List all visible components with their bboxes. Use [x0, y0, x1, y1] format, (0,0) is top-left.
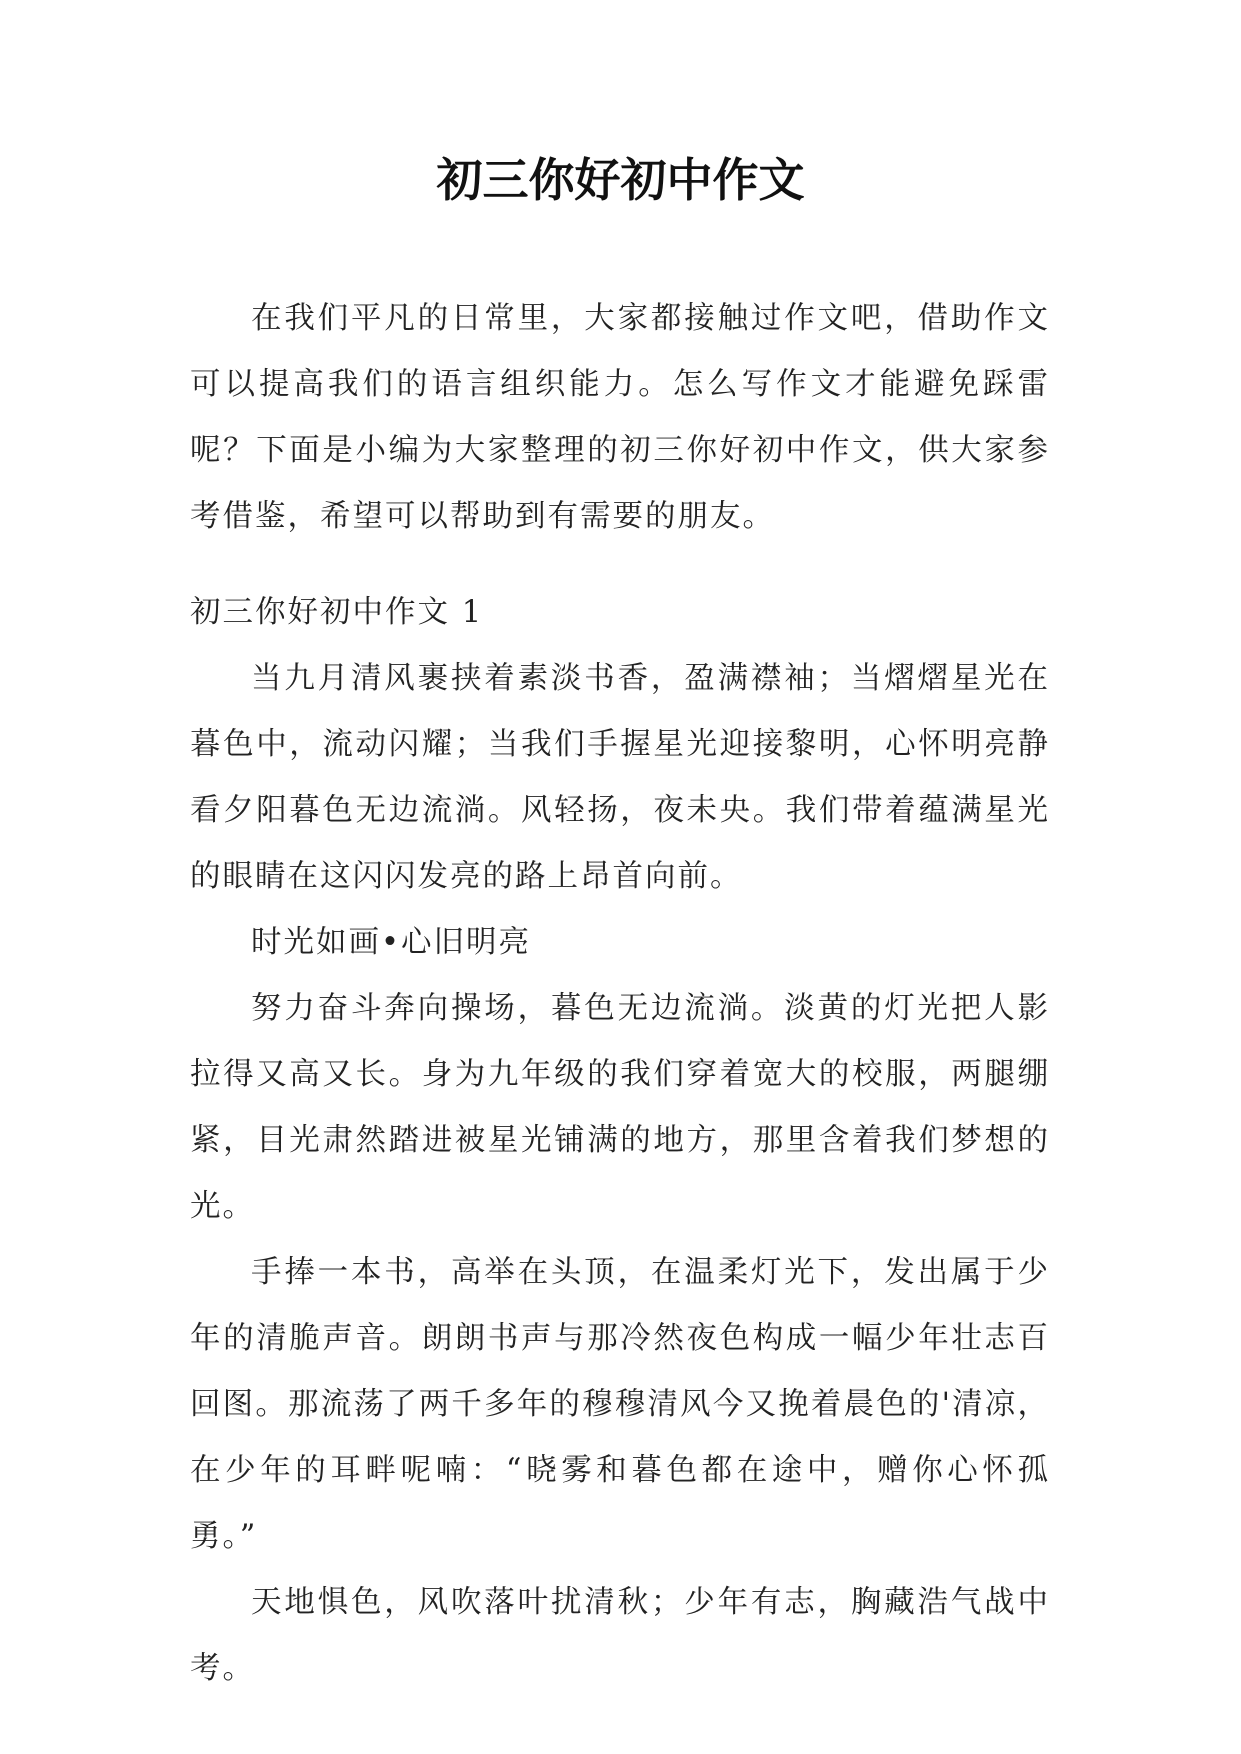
essay-paragraph: 努力奋斗奔向操场，暮色无边流淌。淡黄的灯光把人影拉得又高又长。身为九年级的我们穿着宽大的校服，两腿绷紧，目光肃然踏进被星光铺满的地方，那里含着我们梦想的光。	[190, 991, 1050, 1224]
essay-paragraph: 当九月清风裹挟着素淡书香，盈满襟袖；当熠熠星光在暮色中，流动闪耀；当我们手握星光迎接黎明，心怀明亮静看夕阳暮色无边流淌。风轻扬，夜未央。我们带着蕴满星光的眼睛在这闪闪发亮的路上昂首向前。	[190, 661, 1050, 894]
essay-paragraph: 天地惧色，风吹落叶扰清秋；少年有志，胸藏浩气战中考。	[190, 1585, 1050, 1686]
intro-paragraph: 在我们平凡的日常里，大家都接触过作文吧，借助作文可以提高我们的语言组织能力。怎么写作文才能避免踩雷呢？下面是小编为大家整理的初三你好初中作文，供大家参考借鉴，希望可以帮助到有需要的朋友。	[190, 301, 1050, 534]
essay-subheading: 时光如画•心旧明亮	[251, 925, 531, 960]
document-title: 初三你好初中作文	[436, 153, 805, 207]
document-body	[190, 286, 1050, 1702]
essay-paragraph: 手捧一本书，高举在头顶，在温柔灯光下，发出属于少年的清脆声音。朗朗书声与那冷然夜色构成一幅少年壮志百回图。那流荡了两千多年的穆穆清风今又挽着晨色的'清凉，在少年的耳畔呢喃：“晓雾和暮色都在途中，赠你心怀孤勇。”	[190, 1255, 1050, 1554]
section-heading: 初三你好初中作文 1	[190, 595, 484, 630]
